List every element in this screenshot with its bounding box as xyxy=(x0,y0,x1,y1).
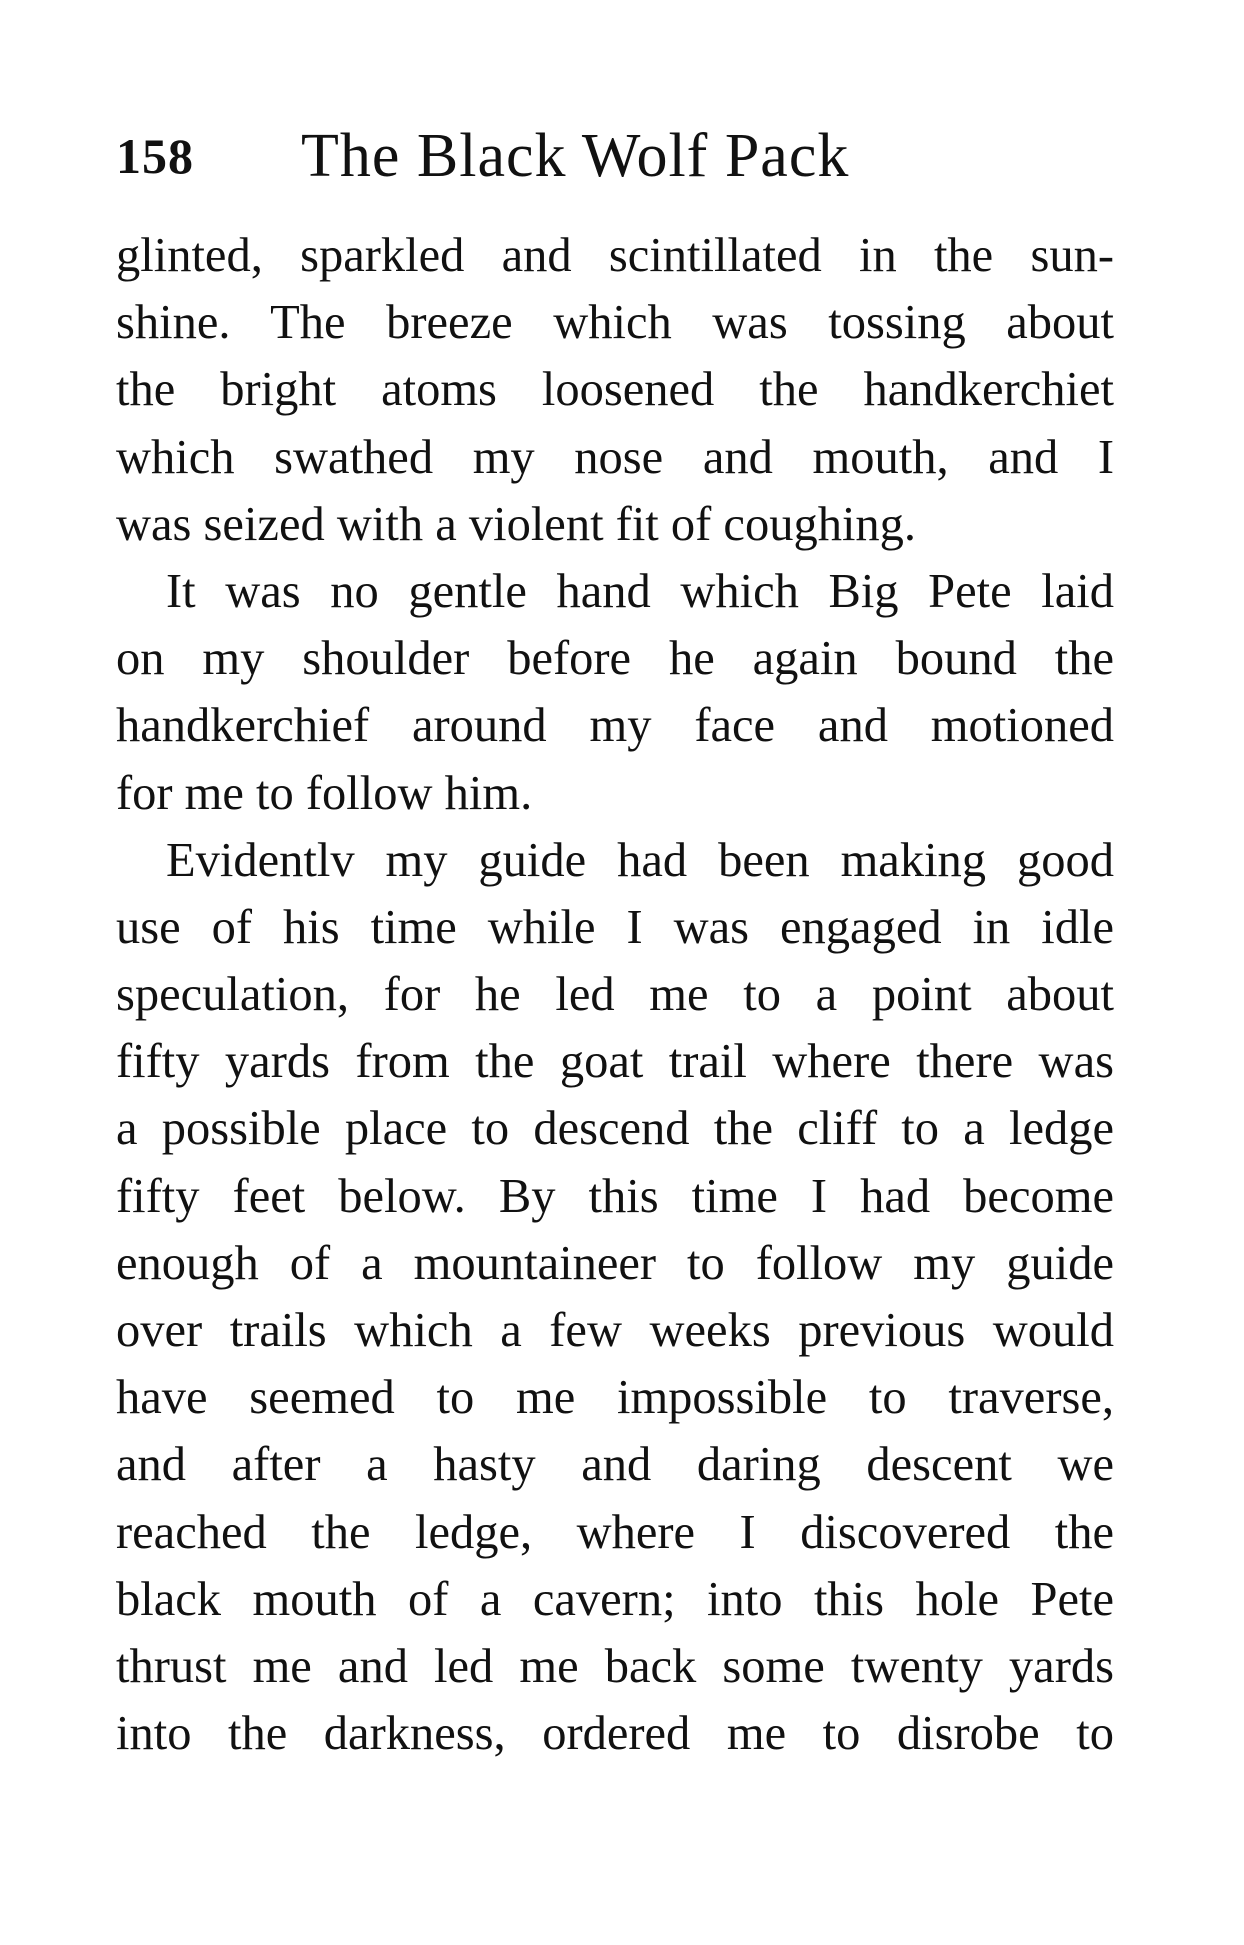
text-line: glinted, sparkled and scintillated in the sun- xyxy=(116,229,1114,282)
text-line: into the darkness, ordered me to disrobe to xyxy=(116,1707,1114,1761)
text-line: for me to follow him. xyxy=(116,766,533,820)
text-line: a possible place to descend the cliff to a ledge xyxy=(116,1102,1114,1156)
text-line: Evidentlv my guide had been making good xyxy=(166,833,1114,887)
body-text xyxy=(116,222,1114,1767)
text-line: which swathed my nose and mouth, and I xyxy=(116,430,1114,484)
text-line: black mouth of a cavern; into this hole Pete xyxy=(116,1572,1114,1626)
text-line: shine. The breeze which was tossing about xyxy=(116,296,1114,350)
running-title: The Black Wolf Pack xyxy=(301,122,850,190)
text-line: on my shoulder before he again bound the xyxy=(116,632,1114,686)
text-line: use of his time while I was engaged in idle xyxy=(116,900,1114,954)
text-line: the bright atoms loosened the handkerchiet xyxy=(116,363,1114,417)
text-line: speculation, for he led me to a point about xyxy=(116,968,1114,1022)
text-line: reached the ledge, where I discovered the xyxy=(116,1505,1114,1559)
page-number: 158 xyxy=(116,128,194,184)
text-line: fifty yards from the goat trail where there was xyxy=(116,1035,1114,1089)
text-line: enough of a mountaineer to follow my guide xyxy=(116,1236,1114,1290)
page-header xyxy=(116,116,1116,196)
text-line: It was no gentle hand which Big Pete laid xyxy=(166,564,1114,618)
text-line: thrust me and led me back some twenty yards xyxy=(116,1639,1114,1693)
text-line: over trails which a few weeks previous would xyxy=(116,1304,1114,1357)
text-line: was seized with a violent fit of coughing. xyxy=(116,497,917,551)
text-line: fifty feet below. By this time I had become xyxy=(116,1169,1114,1223)
text-line: have seemed to me impossible to traverse, xyxy=(116,1371,1114,1425)
text-line: and after a hasty and daring descent we xyxy=(116,1438,1114,1492)
text-line: handkerchief around my face and motioned xyxy=(116,699,1114,753)
